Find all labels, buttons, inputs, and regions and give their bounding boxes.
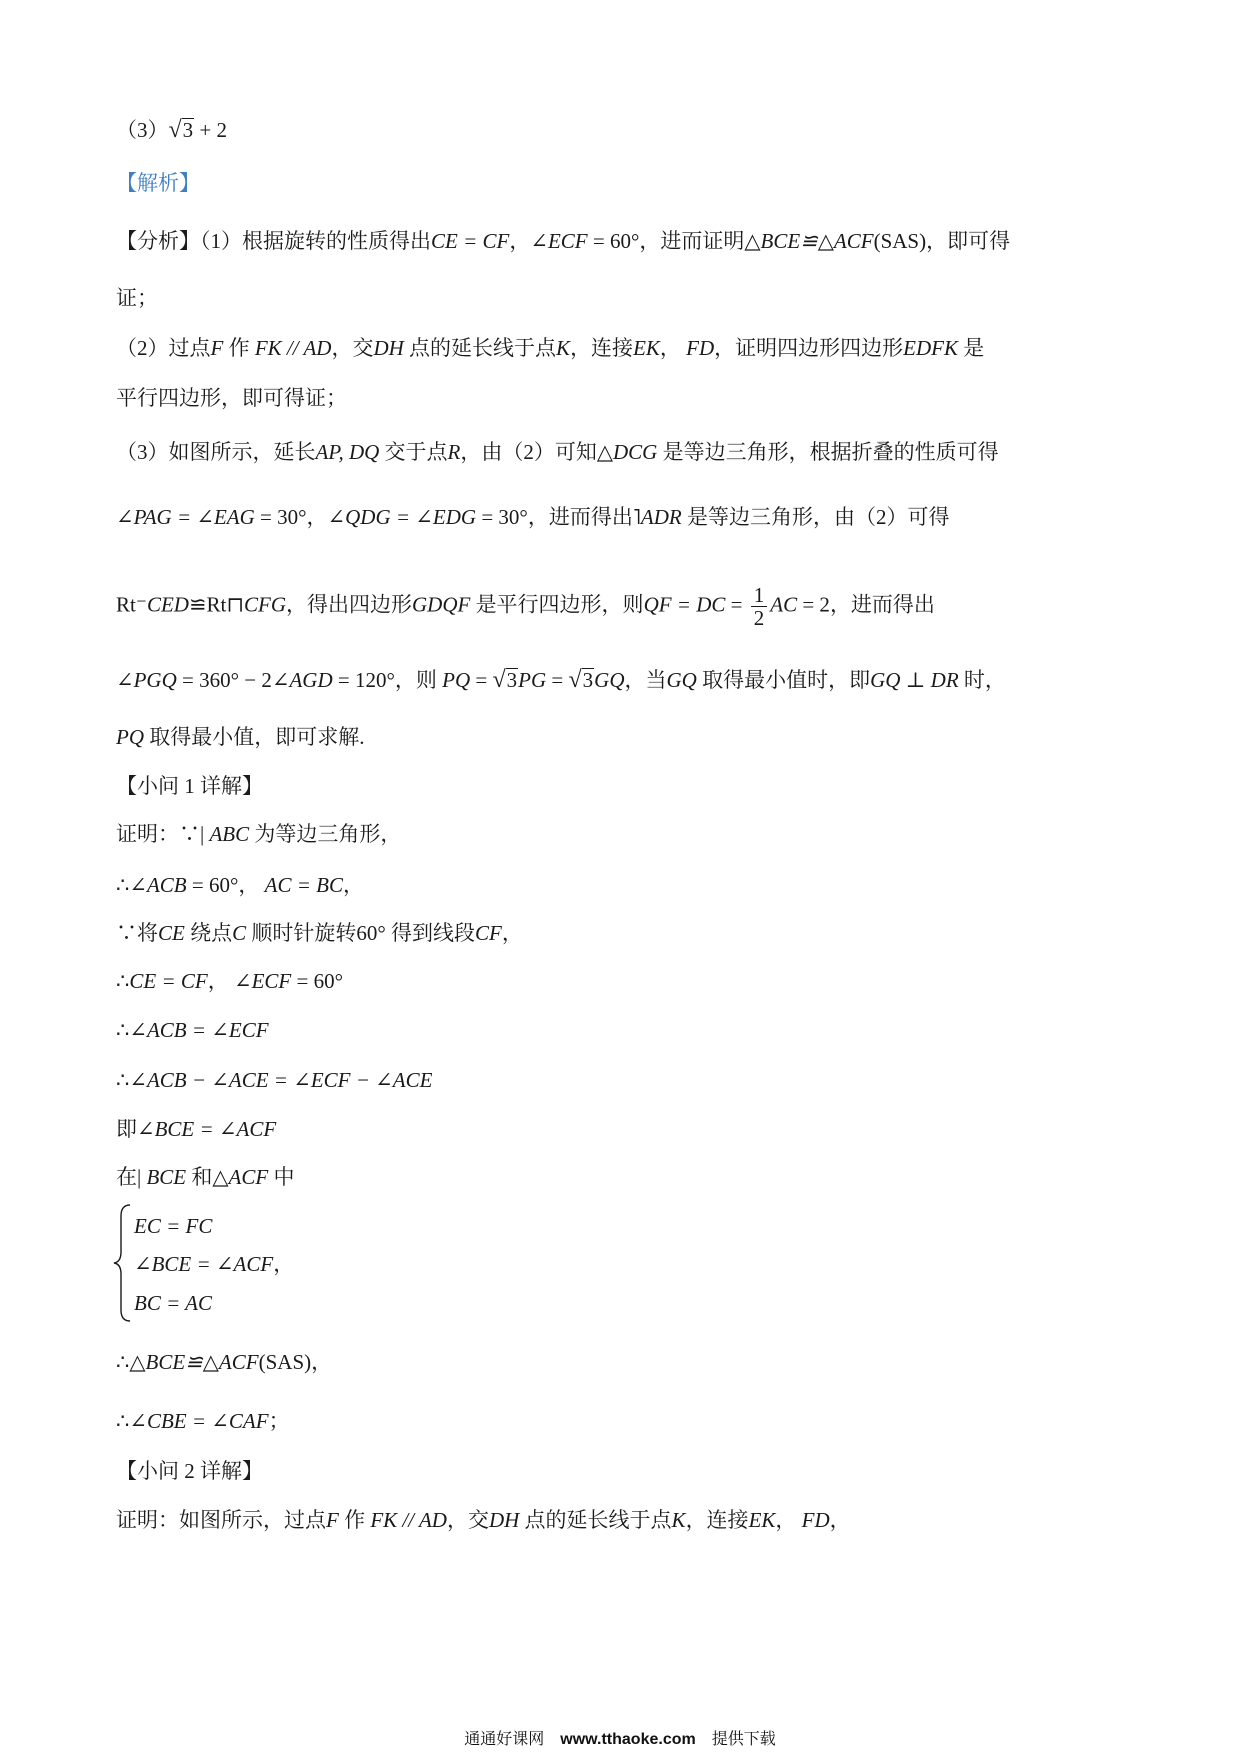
math-run: ABC [209, 822, 250, 846]
math-run: AC = BC [264, 873, 343, 897]
text-run: ， [207, 969, 234, 993]
math-run: DH [373, 336, 404, 360]
text-run: 证； [116, 286, 158, 310]
radicand: 3 [506, 668, 518, 692]
footer-site-name: 通通好课网 [464, 1731, 545, 1748]
part1-line-7 [116, 1114, 276, 1144]
text-run: (SAS) [873, 229, 927, 253]
square-root [568, 665, 594, 695]
fraction [751, 584, 768, 629]
math-run: BCE [146, 1165, 187, 1189]
text-run: ，则 [394, 668, 443, 692]
text-run: ， [501, 921, 523, 945]
math-run: ∠PGQ [116, 668, 177, 692]
text-run: ≌Rt⊓ [188, 592, 244, 617]
text-run: ， [238, 873, 265, 897]
math-run: BC = AC [134, 1291, 212, 1315]
text-run: ， [659, 336, 687, 360]
text-run: ， [342, 873, 364, 897]
text-run: 【分析】（1）根据旋转的性质得出 [116, 229, 431, 253]
analysis-line-1 [116, 226, 1010, 256]
math-run: C [232, 921, 247, 945]
part1-heading: 【小问 1 详解】 [116, 774, 263, 798]
analysis-line-7 [116, 583, 935, 630]
text-run: 即 [116, 1117, 137, 1141]
math-run: K [556, 336, 571, 360]
text-run: ， [829, 1508, 851, 1532]
text-run: ，即可得 [926, 229, 1011, 253]
text-run: ，连接 [685, 1508, 749, 1532]
math-run: R [447, 440, 461, 464]
text-run: ； [268, 1409, 290, 1433]
radical-sign: √ [568, 667, 582, 693]
text-run: 作 [223, 336, 255, 360]
text-run: = 30° [254, 505, 307, 529]
text-run: ，当 [624, 668, 667, 692]
fraction-numerator: 1 [751, 584, 768, 607]
part1-conclusion-1 [116, 1347, 332, 1377]
radicand: 3 [582, 668, 594, 692]
analysis-label: 【解析】 [116, 171, 200, 195]
text-run: 作 [338, 1508, 371, 1532]
text-run: = [470, 668, 493, 692]
math-run: FD [686, 336, 715, 360]
square-root [169, 115, 195, 145]
analysis-line-9 [116, 722, 365, 752]
radicand: 3 [182, 118, 194, 142]
text-run: ，由（2）可知 [460, 440, 597, 464]
text-run: ，进而证明 [639, 229, 745, 253]
math-run: QF = DC [643, 592, 726, 617]
text-run: 在| [116, 1165, 147, 1189]
text-run: 取得最小值时，即 [696, 668, 871, 692]
math-run: FK // AD [254, 336, 332, 360]
part1-line-6 [116, 1065, 432, 1095]
math-run: EDFK [903, 336, 958, 360]
text-run: ，交 [331, 336, 374, 360]
math-run: GDQF [411, 592, 471, 617]
math-run: FD [801, 1508, 830, 1532]
text-run: 取得最小值，即可求解. [144, 725, 365, 749]
math-run: △DCG [596, 440, 658, 464]
analysis-line-2 [116, 283, 158, 313]
text-run: = [725, 592, 748, 617]
text-run: ∴ [116, 1350, 130, 1374]
text-run: ∴ [116, 1068, 130, 1092]
system-equation-3 [134, 1288, 212, 1318]
text-run: 是平行四边形，则 [470, 592, 644, 617]
text-run: 顺时针旋转 [246, 921, 357, 945]
text-run: ，进而得出 [829, 592, 935, 617]
math-run: △BCE≌△ACF [129, 1350, 259, 1374]
text-run: ∴ [116, 873, 130, 897]
math-run: CED [146, 592, 189, 617]
square-root [492, 665, 518, 695]
text-run: 中 [268, 1165, 295, 1189]
text-run: = 60° [587, 229, 640, 253]
math-run: ˥ADR [632, 505, 682, 529]
math-run: AP, DQ [315, 440, 380, 464]
text-run: 点的延长线于点 [519, 1508, 672, 1532]
fraction-denominator: 2 [753, 606, 765, 630]
math-run: EC = FC [134, 1214, 213, 1238]
part1-line-2 [116, 870, 364, 900]
text-run: + 2 [194, 118, 228, 142]
footer-url[interactable]: www.tthaoke.com [560, 1731, 696, 1748]
text-run: ，进而得出 [527, 505, 633, 529]
math-run: CF [475, 921, 502, 945]
system-equation-1 [134, 1211, 212, 1241]
text-run: （2）过点 [116, 336, 211, 360]
text-run: 和 [186, 1165, 213, 1189]
text-run: 是 [957, 336, 985, 360]
text-run: ∴ [116, 1409, 130, 1433]
math-run: F [210, 336, 224, 360]
text-run: ， [775, 1508, 802, 1532]
text-run: ，交 [446, 1508, 489, 1532]
math-run: △ACF [212, 1165, 269, 1189]
math-run: ∠PAG = ∠EAG [116, 505, 255, 529]
text-run: （3）如图所示，延长 [116, 440, 316, 464]
text-run: 交于点 [379, 440, 448, 464]
math-run: PG [518, 668, 547, 692]
math-run: PQ [442, 668, 471, 692]
math-run: CE = CF [129, 969, 208, 993]
math-run: ∠BCE = ∠ACF [137, 1117, 277, 1141]
text-run: ， [509, 229, 531, 253]
text-run: 为等边三角形， [249, 822, 402, 846]
analysis-line-5 [116, 437, 999, 467]
text-run: = 2 [797, 592, 830, 617]
text-run: ，证明四边形四边形 [714, 336, 904, 360]
math-run: ∠ECF [233, 969, 292, 993]
page-footer [0, 1730, 1240, 1750]
text-run: 是等边三角形，根据折叠的性质可得 [657, 440, 999, 464]
text-run: (SAS) [258, 1350, 312, 1374]
text-run: ，连接 [570, 336, 634, 360]
math-run: FK // AD [370, 1508, 447, 1532]
text-run: = 60° [186, 873, 239, 897]
analysis-line-8 [116, 665, 1006, 695]
text-run: Rt⁻ [116, 592, 147, 617]
footer-tail: 提供下载 [711, 1731, 776, 1748]
math-run: ∠BCE = ∠ACF [134, 1252, 274, 1276]
math-run: F [326, 1508, 339, 1532]
text-run: ， [311, 1350, 333, 1374]
text-run: 绕点 [184, 921, 233, 945]
text-run: 得到线段 [385, 921, 476, 945]
part1-line-5 [116, 1015, 269, 1045]
math-run: ∠AGD [271, 668, 333, 692]
math-run: ∠QDG = ∠EDG [327, 505, 477, 529]
math-run: ∠ACB [129, 873, 187, 897]
system-equation-2 [134, 1249, 294, 1279]
math-run: EK [748, 1508, 776, 1532]
left-brace-icon [112, 1203, 134, 1323]
text-run: 证明：∵| [116, 822, 210, 846]
text-run: 点的延长线于点 [403, 336, 557, 360]
math-run: GQ [666, 668, 697, 692]
text-run: 是等边三角形，由（2）可得 [681, 505, 950, 529]
text-run: 60° [356, 921, 386, 945]
math-run: ∠ACB = ∠ECF [129, 1018, 269, 1042]
math-run: ∠CBE = ∠CAF [129, 1409, 269, 1433]
part1-line-8 [116, 1162, 294, 1192]
text-run: ，得出四边形 [285, 592, 412, 617]
part2-line-1 [116, 1505, 851, 1535]
analysis-line-3 [116, 333, 984, 363]
part1-line-1 [116, 819, 401, 849]
math-run: ∠ACB − ∠ACE = ∠ECF − ∠ACE [129, 1068, 433, 1092]
part1-line-3 [116, 918, 523, 948]
text-run: ， [273, 1252, 295, 1276]
analysis-line-6 [116, 502, 949, 532]
radical-sign: √ [168, 117, 182, 143]
answer-part-3 [116, 115, 227, 145]
math-run: ∠ECF [530, 229, 588, 253]
text-run: = 30° [476, 505, 528, 529]
text-run: ∴ [116, 1018, 130, 1042]
part2-heading: 【小问 2 详解】 [116, 1459, 263, 1483]
text-run: = [546, 668, 569, 692]
text-run: 平行四边形，即可得证； [116, 386, 347, 410]
analysis-line-4 [116, 383, 347, 413]
math-run: K [671, 1508, 686, 1532]
radical-sign: √ [492, 667, 506, 693]
text-run: ∴ [116, 969, 130, 993]
text-run: ∵将 [116, 921, 158, 945]
math-run: CE = CF [431, 229, 510, 253]
math-run: EK [633, 336, 660, 360]
math-run: GQ ⊥ DR [870, 668, 959, 692]
text-run: = 120° [332, 668, 395, 692]
text-run: （3） [116, 118, 169, 142]
part1-line-4 [116, 966, 343, 996]
text-run: = 60° [291, 969, 343, 993]
math-run: △BCE≌△ACF [744, 229, 874, 253]
math-run: DH [488, 1508, 520, 1532]
math-run: GQ [594, 668, 625, 692]
math-run: PQ [116, 725, 144, 749]
math-run: AC [770, 592, 798, 617]
math-run: CE [158, 921, 185, 945]
text-run: 时， [958, 668, 1006, 692]
text-run: 证明：如图所示，过点 [116, 1508, 326, 1532]
text-run: = 360° − 2 [176, 668, 272, 692]
math-run: CFG [243, 592, 286, 617]
text-run: ， [306, 505, 328, 529]
part1-conclusion-2 [116, 1406, 290, 1436]
